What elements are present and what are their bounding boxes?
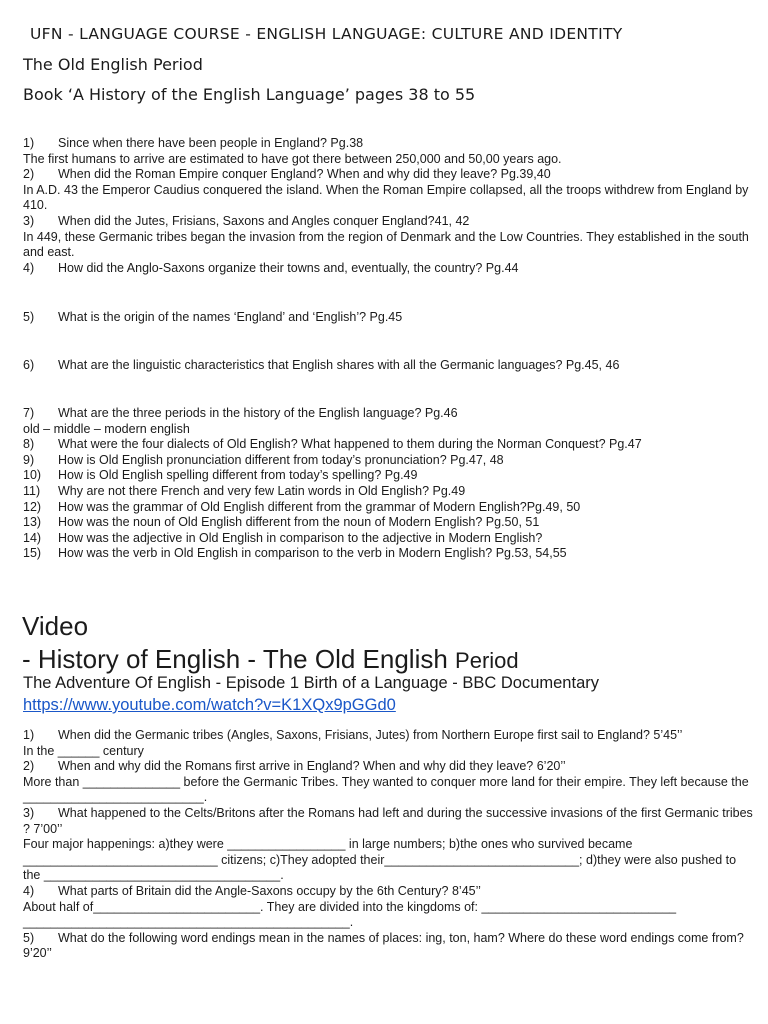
answer-text: In A.D. 43 the Emperor Caudius conquered the island. When the Roman Empire collapsed, all the troops withdrew from England by 410. (23, 182, 749, 213)
episode-title: The Adventure Of English - Episode 1 Birth of a Language - BBC Documentary (23, 674, 599, 692)
question-item: 5) What do the following word endings mean in the names of places: ing, ton, ham? Where do these word endings come from? 9’20’’ (23, 930, 744, 961)
video-subtitle: - History of English - The Old English Period (22, 644, 519, 674)
answer-text: Four major happenings: a)they were _________________ in large numbers; b)the ones who survived became ____________________________ citizens; c)They adopted their____________________________; d)they were also pushed to the __________________________________. (23, 837, 737, 883)
question-item: 1) When did the Germanic tribes (Angles, Saxons, Frisians, Jutes) from Northern Europe first sail to England? 5’45’’ (23, 728, 683, 742)
course-header: UFN - LANGUAGE COURSE - ENGLISH LANGUAGE: CULTURE AND IDENTITY (30, 25, 623, 43)
answer-text: old – middle – modern english (23, 421, 190, 436)
question-item: 5) What is the origin of the names ‘England’ and ‘English’? Pg.45 (23, 310, 403, 324)
question-item: 14) How was the adjective in Old English in comparison to the adjective in Modern English? (23, 530, 543, 545)
question-item: 3) What happened to the Celts/Britons after the Romans had left and during the successive invasions of the first Germanic tribes ? 7’00’’ (23, 805, 753, 836)
answer-text: The first humans to arrive are estimated to have got there between 250,000 and 50,00 years ago. (23, 151, 562, 166)
question-item: 4) What parts of Britain did the Angle-Saxons occupy by the 6th Century? 8’45’’ (23, 883, 481, 898)
book-reference: Book ‘A History of the English Language’ pages 38 to 55 (23, 85, 476, 104)
question-item: 11) Why are not there French and very few Latin words in Old English? Pg.49 (23, 483, 466, 498)
question-item: 3) When did the Jutes, Frisians, Saxons and Angles conquer England?41, 42 (23, 213, 470, 228)
video-section-title: Video (22, 611, 89, 641)
question-item: 9) How is Old English pronunciation different from today’s pronunciation? Pg.47, 48 (23, 452, 504, 467)
answer-text: In the ______ century (23, 743, 144, 758)
question-item: 15) How was the verb in Old English in comparison to the verb in Modern English? Pg.53, 54,55 (23, 546, 567, 561)
question-item: 13) How was the noun of Old English different from the noun of Modern English? Pg.50, 51 (23, 515, 540, 530)
video-link[interactable]: https://www.youtube.com/watch?v=K1XQx9pGGd0 (23, 696, 396, 714)
answer-text: About half of________________________. They are divided into the kingdoms of: ____________________________ _______________________________________________. (23, 899, 677, 930)
answer-text: In 449, these Germanic tribes began the invasion from the region of Denmark and the Low Countries. They established in the south and east. (23, 229, 749, 260)
question-list-part-1 (23, 136, 753, 276)
question-item: 12) How was the grammar of Old English different from the grammar of Modern English?Pg.49, 50 (23, 499, 581, 514)
question-item: 1) Since when there have been people in England? Pg.38 (23, 136, 364, 150)
question-list-part-2 (23, 406, 753, 562)
question-item: 2) When did the Roman Empire conquer England? When and why did they leave? Pg.39,40 (23, 167, 551, 182)
period-title: The Old English Period (23, 55, 203, 74)
question-item: 4) How did the Anglo-Saxons organize their towns and, eventually, the country? Pg.44 (23, 260, 519, 275)
answer-text: More than ______________ before the Germanic Tribes. They wanted to conquer more land for their empire. They left because the __________________________. (23, 774, 749, 805)
question-item: 6) What are the linguistic characteristics that English shares with all the Germanic languages? Pg.45, 46 (23, 358, 620, 372)
question-item: 8) What were the four dialects of Old English? What happened to them during the Norman Conquest? Pg.47 (23, 437, 642, 452)
video-question-list (23, 728, 753, 962)
question-item: 10) How is Old English spelling different from today’s spelling? Pg.49 (23, 468, 418, 483)
question-item: 7) What are the three periods in the history of the English language? Pg.46 (23, 406, 458, 420)
question-item: 2) When and why did the Romans first arrive in England? When and why did they leave? 6’20’’ (23, 759, 566, 774)
